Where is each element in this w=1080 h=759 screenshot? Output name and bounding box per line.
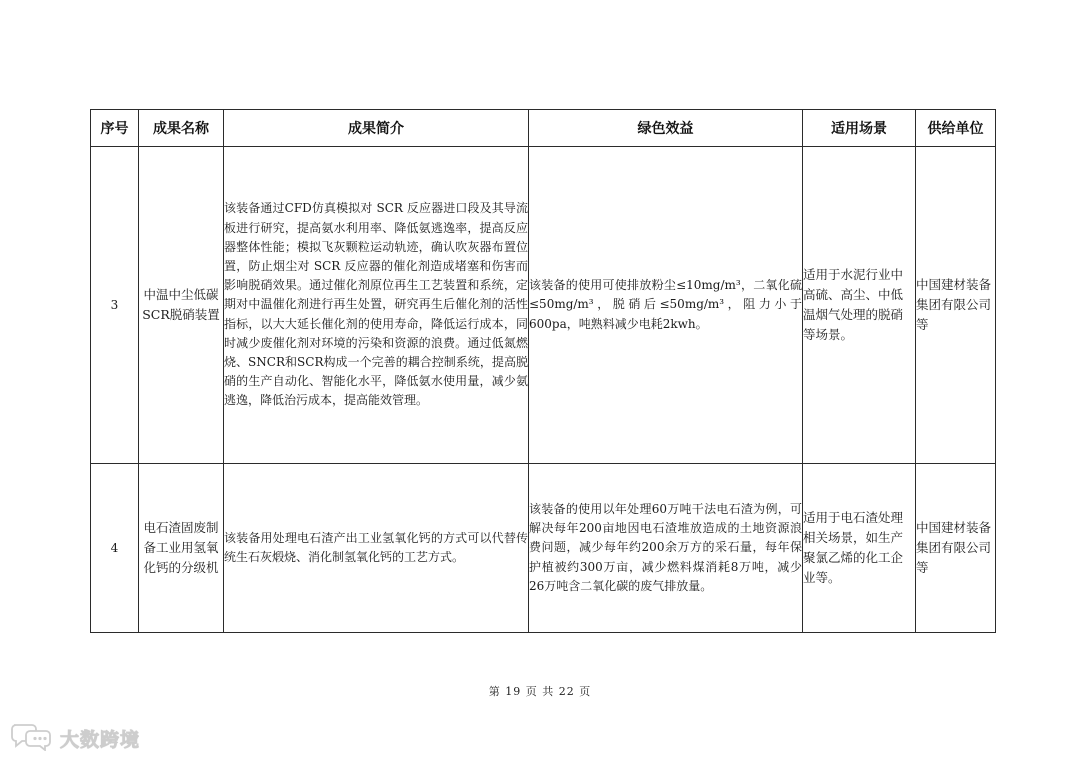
header-scene: 适用场景 <box>803 110 916 147</box>
row-index: 4 <box>91 464 139 633</box>
results-table <box>90 109 996 633</box>
row-intro: 该装备通过CFD仿真模拟对 SCR 反应器进口段及其导流板进行研究，提高氨水利用率、降低氨逃逸率，提高反应器整体性能；模拟飞灰颗粒运动轨迹，确认吹灰器布置位置，防止烟尘对 SCR 反应器的催化剂造成堵塞和伤害而影响脱硝效果。通过催化剂原位再生工艺装置和系统，定期对中温催化剂进行再生处置，研究再生后催化剂的活性指标，以大大延长催化剂的使用寿命，降低运行成本，同时减少废催化剂对环境的污染和资源的浪费。通过低氮燃烧、SNCR和SCR构成一个完善的耦合控制系统，提高脱硝的生产自动化、智能化水平，降低氨水使用量，减少氨逃逸，降低治污成本，提高能效管理。 <box>224 147 529 464</box>
row-benefit: 该装备的使用可使排放粉尘≤10mg/m³，二氧化硫≤50mg/m³，脱硝后≤50mg/m³，阻力小于600pa，吨熟料减少电耗2kwh。 <box>529 147 803 464</box>
speech-bubble-logo-icon <box>10 721 54 755</box>
header-name: 成果名称 <box>139 110 224 147</box>
row-supplier: 中国建材装备集团有限公司等 <box>916 147 996 464</box>
row-name: 中温中尘低碳SCR脱硝装置 <box>139 147 224 464</box>
page-number: 第 19 页 共 22 页 <box>488 685 592 698</box>
header-index: 序号 <box>91 110 139 147</box>
row-scene: 适用于水泥行业中高硫、高尘、中低温烟气处理的脱硝等场景。 <box>803 147 916 464</box>
row-index: 3 <box>91 147 139 464</box>
row-intro: 该装备用处理电石渣产出工业氢氧化钙的方式可以代替传统生石灰煅烧、消化制氢氧化钙的工艺方式。 <box>224 464 529 633</box>
watermark <box>10 721 140 755</box>
row-benefit: 该装备的使用以年处理60万吨干法电石渣为例，可解决每年200亩地因电石渣堆放造成的土地资源浪费问题，减少每年约200余万方的采石量，每年保护植被约300万亩，减少燃料煤消耗8万吨，减少26万吨含二氧化碳的废气排放量。 <box>529 464 803 633</box>
header-supplier: 供给单位 <box>916 110 996 147</box>
row-name: 电石渣固废制备工业用氢氧化钙的分级机 <box>139 464 224 633</box>
header-benefit: 绿色效益 <box>529 110 803 147</box>
row-supplier: 中国建材装备集团有限公司等 <box>916 464 996 633</box>
table-row <box>91 464 996 633</box>
table-header-row <box>91 110 996 147</box>
row-scene: 适用于电石渣处理相关场景，如生产聚氯乙烯的化工企业等。 <box>803 464 916 633</box>
watermark-text: 大数跨境 <box>60 728 141 751</box>
header-intro: 成果简介 <box>224 110 529 147</box>
table-row <box>91 147 996 464</box>
